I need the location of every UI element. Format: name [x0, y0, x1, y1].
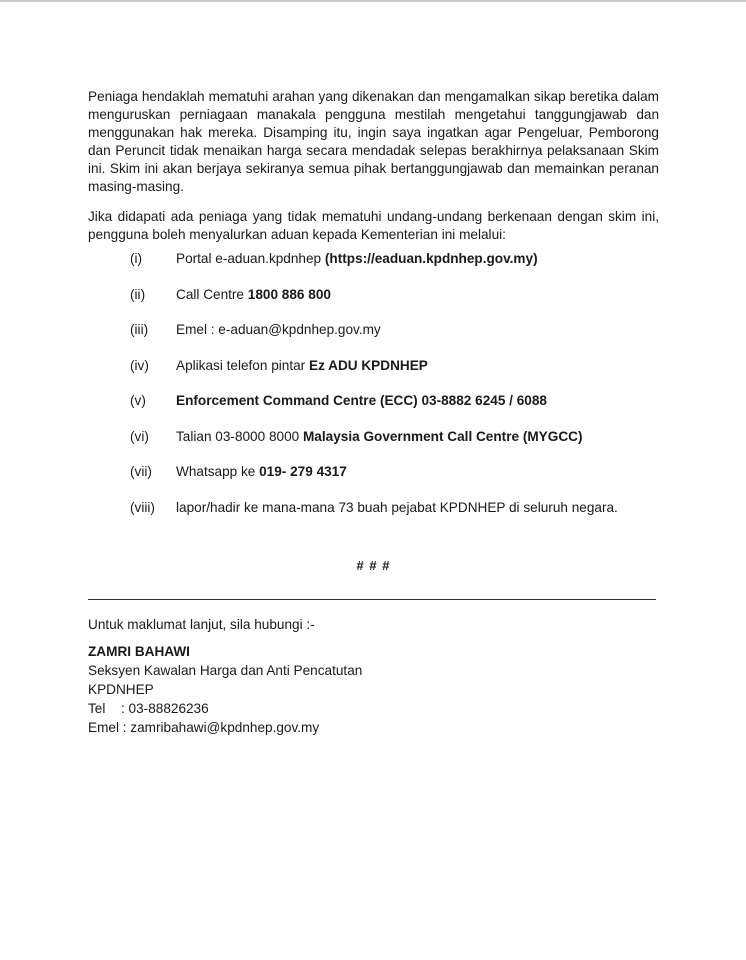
contact-org: KPDNHEP — [88, 682, 154, 697]
list-item — [88, 250, 659, 286]
list-item-number: (i) — [130, 251, 143, 266]
list-item — [88, 357, 659, 393]
list-item-number: (vii) — [130, 464, 152, 479]
list-item — [88, 286, 659, 322]
list-item-text: Talian 03-8000 8000 — [176, 428, 303, 444]
list-item-number: (iii) — [130, 322, 149, 337]
list-item-text: lapor/hadir ke mana-mana 73 buah pejabat KPDNHEP di seluruh negara. — [176, 499, 618, 515]
list-item-text: Emel : e-aduan@kpdnhep.gov.my — [176, 322, 381, 337]
end-mark: # # # — [356, 558, 391, 573]
contact-intro: Untuk maklumat lanjut, sila hubungi :- — [88, 617, 315, 632]
list-item — [88, 499, 659, 535]
complaint-channels-list — [88, 250, 659, 534]
list-item-bold: Enforcement Command Centre (ECC) 03-8882 6245 / 6088 — [176, 393, 547, 408]
list-item — [88, 321, 659, 357]
top-border — [0, 0, 746, 2]
list-item-bold: 019- 279 4317 — [259, 464, 347, 479]
list-item-number: (vi) — [130, 428, 149, 444]
tel-value: : 03-88826236 — [121, 701, 209, 716]
tel-label: Tel — [88, 701, 106, 716]
list-item — [88, 392, 659, 428]
list-item-number: (ii) — [130, 286, 146, 302]
list-item-text: Whatsapp ke — [176, 464, 260, 479]
list-item-text: Call Centre — [176, 286, 248, 302]
paragraph-aduan: Jika didapati ada peniaga yang tidak mematuhi undang-undang berkenaan dengan skim ini, pengguna boleh menyalurkan aduan kepada Kementerian ini melalui: — [88, 209, 659, 242]
list-item-bold: Malaysia Government Call Centre (MYGCC) — [302, 428, 583, 444]
list-item-number: (v) — [130, 393, 146, 408]
list-item — [88, 428, 659, 464]
list-item-text: Aplikasi telefon pintar — [176, 357, 309, 373]
contact-tel — [88, 699, 362, 718]
contact-block — [88, 615, 362, 737]
list-item-number: (viii) — [130, 499, 155, 515]
list-item — [88, 463, 659, 499]
document-page — [88, 88, 659, 735]
paragraph-peniaga: Peniaga hendaklah mematuhi arahan yang dikenakan dan mengamalkan sikap beretika dalam menguruskan perniagaan manakala pengguna mestilah mengetahui tanggungjawab dan menggunakan hak mereka. Disamping itu, ingin saya ingatkan agar Pengeluar, Pemborong dan Peruncit tidak menaikan harga secara mendadak selepas berakhirnya pelaksanaan Skim ini. Skim ini akan berjaya sekiranya semua pihak bertanggungjawab dan memainkan peranan masing-masing. — [88, 89, 659, 194]
list-item-bold: (https://eaduan.kpdnhep.gov.my) — [324, 251, 538, 266]
list-item-bold: Ez ADU KPDNHEP — [309, 357, 428, 373]
contact-name: ZAMRI BAHAWI — [88, 644, 190, 659]
list-item-text: Portal e-aduan.kpdnhep — [176, 251, 325, 266]
contact-section: Seksyen Kawalan Harga dan Anti Pencatutan — [88, 663, 363, 678]
divider — [88, 599, 656, 600]
contact-email: Emel : zamribahawi@kpdnhep.gov.my — [88, 720, 320, 735]
list-item-number: (iv) — [130, 357, 149, 373]
list-item-bold: 1800 886 800 — [247, 286, 331, 302]
